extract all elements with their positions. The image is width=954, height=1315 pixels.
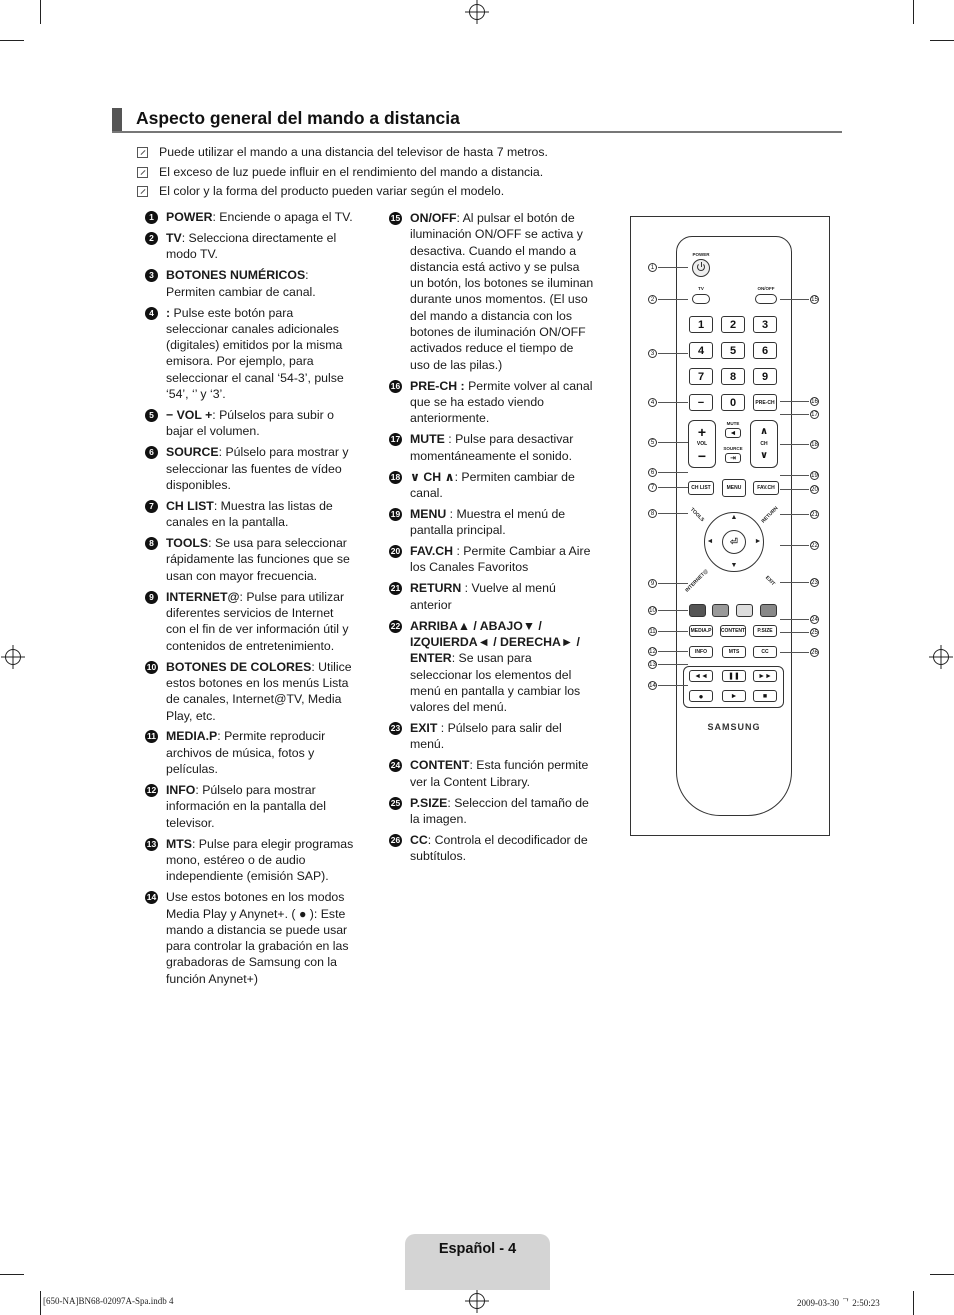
stop-button: ■ bbox=[753, 690, 777, 702]
button-description: Use estos botones en los modos Media Play y Anynet+. ( ● ): Este mando a distancia se puede usar para controlar la grabación en las grabadoras de Samsung con la función Anynet+) bbox=[166, 890, 349, 986]
callout-leader-line bbox=[780, 619, 809, 620]
button-name: − VOL + bbox=[166, 408, 213, 423]
callout-leader-line bbox=[780, 414, 809, 415]
registration-mark-icon bbox=[469, 1293, 485, 1309]
button-list-middle bbox=[389, 210, 594, 869]
button-description-item bbox=[145, 407, 355, 440]
callout-leader-line bbox=[780, 299, 809, 300]
source-label: SOURCE bbox=[723, 446, 743, 451]
button-description: : Controla el decodificador de subtítulos. bbox=[410, 832, 588, 864]
item-number-badge: 14 bbox=[146, 892, 157, 903]
callout-leader-line bbox=[780, 444, 809, 445]
callout-number: 7 bbox=[648, 483, 657, 492]
item-number-badge: 7 bbox=[145, 500, 158, 513]
button-description: : Enciende o apaga el TV. bbox=[212, 210, 353, 224]
button-description: : Selecciona directamente el modo TV. bbox=[166, 230, 337, 262]
button-name: FAV.CH bbox=[410, 544, 454, 559]
item-number-badge: 6 bbox=[145, 446, 158, 459]
light-onoff-button bbox=[755, 294, 777, 304]
crop-mark bbox=[40, 1291, 41, 1315]
callout-leader-line bbox=[780, 401, 809, 402]
crop-mark bbox=[40, 0, 41, 24]
power-symbol-stem bbox=[701, 262, 702, 267]
button-description: : Permite reproducir archivos de música, fotos y películas. bbox=[166, 729, 326, 777]
mute-button: ◄ bbox=[725, 428, 741, 438]
keypad-button: 4 bbox=[689, 342, 713, 359]
pause-button: ❚❚ bbox=[722, 670, 746, 682]
button-description: : Al pulsar el botón de iluminación ON/OFF se activa y desactiva. Cuando el mando a distancia está activo y se pulsa un botón, los botones se iluminan durante unos momentos. (El uso del mando a distancia con los botones de iluminación ON/OFF activados reduce el tiempo de uso de las pilas.) bbox=[410, 211, 594, 372]
button-description: : Púlselo para mostrar información en la pantalla del televisor. bbox=[166, 783, 326, 830]
button-name: EXIT bbox=[410, 721, 438, 736]
callout-number: 11 bbox=[649, 629, 656, 635]
item-number-badge: 23 bbox=[390, 723, 401, 734]
button-name: INTERNET@ bbox=[166, 589, 240, 604]
callout-leader-line bbox=[658, 267, 688, 268]
tools-label: TOOLS bbox=[688, 506, 706, 524]
crop-mark bbox=[930, 1274, 954, 1275]
callout-number: 21 bbox=[811, 512, 818, 518]
button-name: : bbox=[166, 305, 171, 320]
button-description-item bbox=[389, 618, 594, 716]
callout-number: 23 bbox=[811, 580, 818, 586]
item-number-badge: 18 bbox=[390, 471, 401, 482]
callout-number: 4 bbox=[648, 398, 657, 407]
item-number-badge: 15 bbox=[390, 213, 401, 223]
exit-label: EXIT bbox=[763, 574, 777, 588]
button-description-item bbox=[145, 267, 355, 300]
keypad-button: 2 bbox=[721, 316, 745, 333]
keypad-button: PRE-CH bbox=[753, 394, 777, 411]
button-description: : Púlselo para salir del menú. bbox=[410, 721, 562, 752]
callout-leader-line bbox=[658, 353, 688, 354]
button-name: MTS bbox=[166, 836, 192, 851]
imprint-date: 2009-03-30 ᄀ 2:50:23 bbox=[797, 1298, 880, 1308]
button-description: Permite volver al canal que se ha estado viendo anteriormente. bbox=[410, 378, 593, 426]
callout-leader-line bbox=[780, 545, 809, 546]
volume-rocker: + VOL − bbox=[688, 420, 716, 468]
button-description: : Utilice estos botones en los menús Lista de canales, Internet@TV, Media Play, etc. bbox=[166, 659, 352, 723]
tv-label: TV bbox=[698, 286, 704, 291]
item-number-badge: 10 bbox=[146, 661, 157, 672]
button-description: : Pulse para elegir programas mono, estéreo o de audio independiente (emisión SAP). bbox=[166, 836, 354, 884]
button-name: CONTENT bbox=[410, 758, 470, 773]
keypad-button: − bbox=[689, 394, 713, 411]
button-description-item bbox=[145, 728, 355, 777]
item-number-badge: 20 bbox=[390, 546, 401, 557]
crop-mark bbox=[913, 0, 914, 24]
button-name: CH LIST bbox=[166, 498, 214, 513]
mts-button: MTS bbox=[722, 646, 746, 658]
callout-number: 9 bbox=[648, 579, 657, 588]
item-number-badge: 11 bbox=[147, 731, 156, 742]
imprint-file: [650-NA]BN68-02097A-Spa.indb 4 bbox=[43, 1296, 174, 1306]
button-name: MEDIA.P bbox=[166, 729, 218, 744]
rewind-button: ◄◄ bbox=[689, 670, 713, 682]
power-label: POWER bbox=[692, 252, 710, 257]
callout-leader-line bbox=[658, 685, 688, 686]
button-description-item bbox=[145, 589, 355, 654]
button-description: : Permite Cambiar a Aire los Canales Favoritos bbox=[410, 544, 591, 575]
button-name: MUTE bbox=[410, 432, 445, 447]
color-button-red bbox=[689, 604, 706, 617]
callout-leader-line bbox=[658, 583, 688, 584]
fav-ch-button: FAV.CH bbox=[753, 481, 779, 495]
button-description: : Permiten cambiar de canal. bbox=[410, 469, 575, 500]
callout-number: 6 bbox=[648, 468, 657, 477]
callout-number: 17 bbox=[811, 412, 818, 418]
callout-number: 20 bbox=[811, 487, 818, 493]
callout-leader-line bbox=[658, 402, 688, 403]
callout-number: 14 bbox=[649, 683, 656, 689]
button-name: TOOLS bbox=[166, 536, 209, 551]
callout-number: 18 bbox=[811, 442, 818, 448]
button-description-item bbox=[145, 782, 355, 831]
note-item: El exceso de luz puede influir en el rendimiento del mando a distancia. bbox=[137, 163, 548, 183]
note-icon bbox=[137, 147, 148, 158]
callout-number: 1 bbox=[648, 263, 657, 272]
button-description-item bbox=[145, 659, 355, 724]
button-name: BOTONES NUMÉRICOS bbox=[166, 268, 306, 283]
registration-mark-icon bbox=[469, 4, 485, 20]
callout-number: 13 bbox=[649, 662, 656, 668]
callout-number: 5 bbox=[648, 438, 657, 447]
nav-up-icon: ▲ bbox=[730, 514, 738, 521]
keypad-button: 3 bbox=[753, 316, 777, 333]
play-button: ► bbox=[722, 690, 746, 702]
brand-logo: SAMSUNG bbox=[707, 722, 761, 732]
callout-number: 26 bbox=[811, 650, 818, 656]
channel-rocker: ∧ CH ∨ bbox=[750, 420, 778, 468]
fast-forward-button: ►► bbox=[753, 670, 777, 682]
button-description-item bbox=[145, 889, 355, 987]
mute-label: MUTE bbox=[726, 421, 740, 426]
button-description: : Pulse para desactivar momentáneamente el sonido. bbox=[410, 432, 574, 463]
item-number-badge: 13 bbox=[146, 838, 157, 849]
internet-label: INTERNET@ bbox=[684, 568, 710, 594]
note-item: El color y la forma del producto pueden variar según el modelo. bbox=[137, 182, 548, 202]
button-description-item bbox=[389, 506, 594, 539]
button-name: PRE-CH : bbox=[410, 378, 465, 393]
callout-leader-line bbox=[658, 299, 688, 300]
ch-list-button: CH LIST bbox=[688, 481, 714, 495]
crop-mark bbox=[913, 1291, 914, 1315]
menu-button: MENU bbox=[722, 479, 746, 497]
item-number-badge: 3 bbox=[145, 269, 158, 282]
button-description-item bbox=[389, 832, 594, 865]
callout-leader-line bbox=[658, 664, 688, 665]
button-name: ON/OFF bbox=[410, 211, 457, 225]
button-name: ARRIBA▲ / ABAJO▼ / IZQUIERDA◄ / DERECHA► / ENTER bbox=[410, 618, 580, 666]
callout-leader-line bbox=[658, 487, 688, 488]
button-description: : Esta función permite ver la Content Library. bbox=[410, 758, 589, 789]
button-description: : Permiten cambiar de canal. bbox=[166, 268, 316, 299]
item-number-badge: 8 bbox=[145, 537, 158, 550]
button-name: RETURN bbox=[410, 581, 462, 596]
callout-number: 8 bbox=[648, 509, 657, 518]
button-name: INFO bbox=[166, 783, 196, 798]
title-rule bbox=[112, 131, 842, 133]
keypad-button: 0 bbox=[721, 394, 745, 411]
item-number-badge: 4 bbox=[145, 307, 158, 320]
callout-number: 10 bbox=[649, 608, 656, 614]
callout-number: 2 bbox=[648, 295, 657, 304]
tv-button bbox=[692, 294, 710, 304]
button-description-item bbox=[145, 230, 355, 263]
keypad-button: 6 bbox=[753, 342, 777, 359]
registration-mark-icon bbox=[5, 649, 21, 665]
button-name: SOURCE bbox=[166, 445, 219, 460]
note-item: Puede utilizar el mando a una distancia del televisor de hasta 7 metros. bbox=[137, 143, 548, 163]
media-p-button: MEDIA.P bbox=[689, 625, 713, 637]
button-description: : Pulse para utilizar diferentes servicios de Internet con el fin de ver información útil y contenidos de entretenimiento. bbox=[166, 589, 349, 653]
button-description-item bbox=[389, 210, 594, 373]
content-button: CONTENT bbox=[720, 625, 746, 637]
callout-number: 15 bbox=[811, 297, 818, 303]
callout-number: 16 bbox=[811, 399, 818, 405]
callout-number: 3 bbox=[648, 349, 657, 358]
keypad-button: 5 bbox=[721, 342, 745, 359]
callout-leader-line bbox=[658, 651, 688, 652]
keypad-button: 8 bbox=[721, 368, 745, 385]
button-description-item bbox=[145, 836, 355, 885]
button-name: MENU bbox=[410, 506, 447, 521]
callout-leader-line bbox=[658, 472, 688, 473]
nav-left-icon: ◄ bbox=[706, 538, 714, 545]
button-list-left bbox=[145, 209, 355, 992]
note-icon bbox=[137, 167, 148, 178]
button-description: Pulse este botón para seleccionar canales adicionales (digitales) emitidos por la misma emisora. Por ejemplo, para seleccionar el canal ‘54-3’, pulse ‘54’, ‘’ y ‘3’. bbox=[166, 305, 344, 402]
registration-mark-icon bbox=[933, 649, 949, 665]
p-size-button: P.SIZE bbox=[753, 625, 777, 637]
item-number-badge: 12 bbox=[146, 785, 157, 796]
button-name: CC bbox=[410, 832, 428, 847]
color-button-green bbox=[712, 604, 729, 617]
item-number-badge: 19 bbox=[390, 508, 401, 519]
callout-leader-line bbox=[780, 652, 809, 653]
nav-down-icon: ▼ bbox=[730, 562, 738, 569]
callout-leader-line bbox=[780, 489, 809, 490]
callout-leader-line bbox=[658, 513, 688, 514]
button-description: : Muestra el menú de pantalla principal. bbox=[410, 506, 566, 538]
page-title: Aspecto general del mando a distancia bbox=[136, 108, 460, 128]
callout-leader-line bbox=[780, 582, 809, 583]
callout-leader-line bbox=[780, 632, 809, 633]
button-name: BOTONES DE COLORES bbox=[166, 659, 312, 674]
notes-list bbox=[137, 143, 548, 202]
button-description-item bbox=[389, 757, 594, 790]
callout-leader-line bbox=[780, 475, 809, 476]
info-button: INFO bbox=[689, 646, 713, 658]
note-icon bbox=[137, 186, 148, 197]
item-number-badge: 22 bbox=[390, 620, 401, 631]
callout-leader-line bbox=[780, 514, 809, 515]
keypad-button: 1 bbox=[689, 316, 713, 333]
button-description: : Púlselos para subir o bajar el volumen. bbox=[166, 408, 334, 439]
cc-button: CC bbox=[753, 646, 777, 658]
button-description-item bbox=[389, 431, 594, 464]
title-accent-bar bbox=[112, 108, 122, 132]
button-description-item bbox=[389, 378, 594, 427]
return-label: RETURN bbox=[760, 505, 780, 525]
callout-number: 12 bbox=[649, 649, 656, 655]
color-button-yellow bbox=[736, 604, 753, 617]
enter-button: ⏎ bbox=[722, 530, 746, 554]
item-number-badge: 16 bbox=[390, 380, 401, 391]
callout-number: 25 bbox=[811, 630, 818, 636]
item-number-badge: 24 bbox=[390, 760, 401, 771]
callout-number: 24 bbox=[811, 617, 818, 623]
button-description: : Vuelve al menú anterior bbox=[410, 581, 556, 612]
button-description-item bbox=[389, 543, 594, 576]
source-button: ⇥ bbox=[725, 453, 741, 463]
button-name: POWER bbox=[166, 210, 213, 224]
button-description-item bbox=[145, 305, 355, 403]
page-number: Español - 4 bbox=[438, 1241, 517, 1257]
button-description: : Seleccion del tamaño de la imagen. bbox=[410, 795, 589, 826]
button-description: : Muestra las listas de canales en la pantalla. bbox=[166, 498, 333, 530]
onoff-label: ON/OFF bbox=[757, 286, 775, 291]
callout-number: 19 bbox=[811, 473, 818, 479]
callout-leader-line bbox=[658, 442, 688, 443]
item-number-badge: 9 bbox=[145, 591, 158, 604]
item-number-badge: 1 bbox=[145, 211, 158, 224]
nav-right-icon: ► bbox=[754, 538, 762, 545]
keypad-button: 9 bbox=[753, 368, 777, 385]
crop-mark bbox=[0, 40, 24, 41]
callout-leader-line bbox=[658, 610, 688, 611]
button-description: : Se usan para seleccionar los elementos del menú en pantalla y cambiar los valores del menú. bbox=[410, 651, 581, 715]
item-number-badge: 17 bbox=[390, 434, 401, 445]
button-name: P.SIZE bbox=[410, 795, 448, 810]
callout-number: 22 bbox=[811, 543, 818, 549]
item-number-badge: 5 bbox=[145, 409, 158, 422]
crop-mark bbox=[930, 40, 954, 41]
item-number-badge: 26 bbox=[390, 834, 401, 845]
button-description-item bbox=[389, 720, 594, 753]
record-button: ● bbox=[689, 690, 713, 702]
callout-leader-line bbox=[658, 631, 688, 632]
keypad-button: 7 bbox=[689, 368, 713, 385]
button-description-item bbox=[145, 209, 355, 225]
item-number-badge: 21 bbox=[390, 583, 401, 594]
button-description: : Púlselo para mostrar y seleccionar las fuentes de vídeo disponibles. bbox=[166, 445, 349, 492]
button-name: ∨ CH ∧ bbox=[410, 469, 455, 484]
button-description-item bbox=[389, 469, 594, 502]
button-name: TV bbox=[166, 230, 182, 245]
item-number-badge: 25 bbox=[390, 797, 401, 808]
button-description: : Se usa para seleccionar rápidamente las funciones que se usan con mayor frecuencia. bbox=[166, 536, 350, 583]
button-description-item bbox=[145, 498, 355, 531]
button-description-item bbox=[145, 444, 355, 493]
item-number-badge: 2 bbox=[145, 232, 158, 245]
button-description-item bbox=[145, 535, 355, 584]
button-description-item bbox=[389, 580, 594, 613]
crop-mark bbox=[0, 1274, 24, 1275]
color-button-blue bbox=[760, 604, 777, 617]
button-description-item bbox=[389, 795, 594, 828]
